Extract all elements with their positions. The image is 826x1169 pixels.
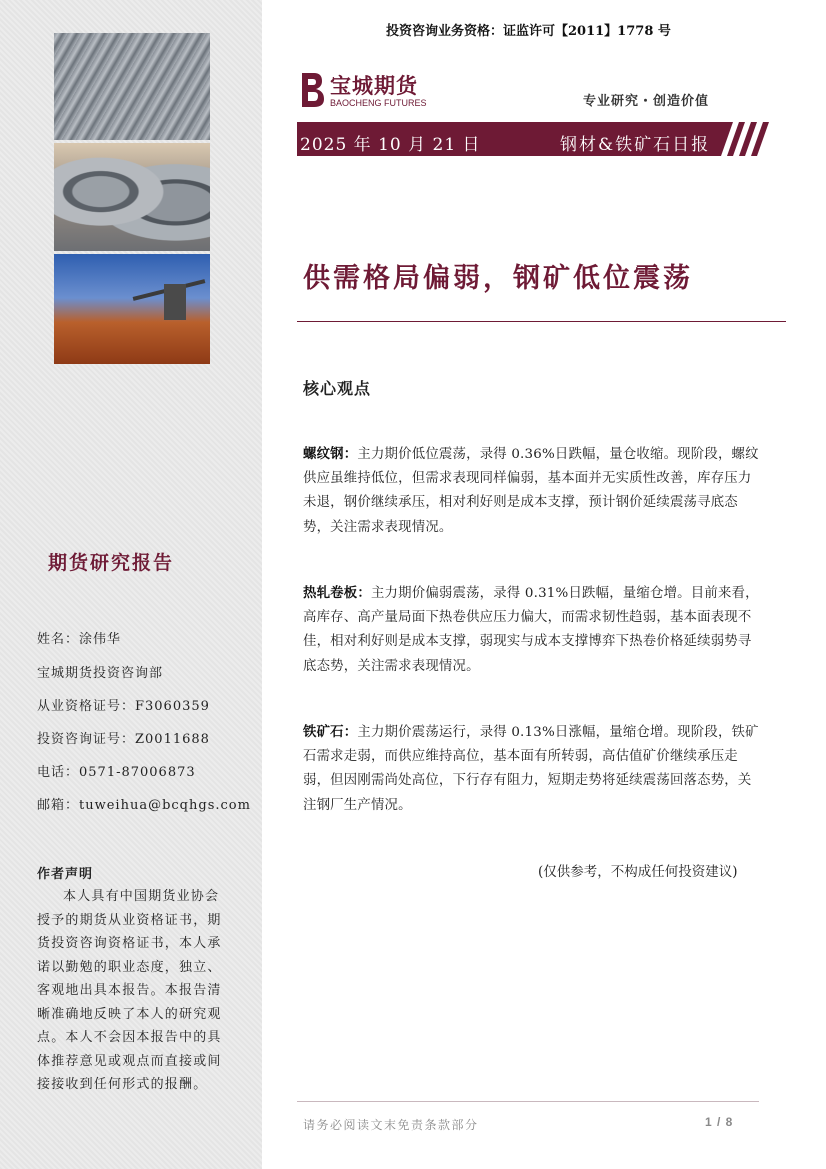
core-view-title: 核心观点	[303, 379, 372, 398]
rebar-label: 螺纹钢：	[303, 446, 358, 462]
author-consult-license: 投资咨询证号：Z0011688	[37, 732, 210, 747]
rebar-paragraph	[303, 442, 759, 540]
footer-note: 请务必阅读文末免责条款部分	[303, 1118, 479, 1132]
headline: 供需格局偏弱，钢矿低位震荡	[303, 263, 693, 294]
iron-ore-paragraph	[303, 720, 759, 818]
steel-coil-photo	[54, 143, 210, 251]
hot-rolled-coil-paragraph	[303, 581, 759, 679]
slogan: 专业研究・创造价值	[583, 94, 710, 109]
sidebar	[0, 0, 262, 1169]
license-text: 投资咨询业务资格：证监许可【2011】1778 号	[386, 24, 671, 39]
footer-divider	[297, 1101, 759, 1102]
author-name: 姓名：涂伟华	[37, 632, 122, 647]
declaration-body: 本人具有中国期货业协会授予的期货从业资格证书，期货投资咨询资格证书，本人承诺以勤勉的职业态度，独立、客观地出具本报告。本报告清晰准确地反映了本人的研究观点。本人不会因本报告中的具体推荐意见或观点而直接或间接接收到任何形式的报酬。	[37, 889, 222, 1092]
author-license: 从业资格证号：F3060359	[37, 699, 210, 714]
rebar-text: 主力期价低位震荡，录得 0.36%日跌幅，量仓收缩。现阶段，螺纹供应虽维持低位，但需求表现同样偏弱，基本面并无实质性改善，库存压力未退，钢价继续承压，相对利好则是成本支撑，预计钢价延续震荡寻底态势，关注需求表现情况。	[303, 447, 759, 535]
reference-disclaimer: (仅供参考，不构成任何投资建议)	[538, 864, 738, 880]
iron-ore-label: 铁矿石：	[303, 724, 358, 740]
banner-stripes-decoration	[721, 122, 783, 156]
stacker-tower	[164, 284, 186, 320]
report-series-title: 钢材&铁矿石日报	[560, 135, 711, 155]
logo-chinese-name: 宝城期货	[330, 73, 418, 98]
report-type: 期货研究报告	[48, 552, 175, 574]
logo-mark-icon	[298, 70, 326, 110]
hot-rolled-coil-text: 主力期价偏弱震荡，录得 0.31%日跌幅，量缩仓增。目前来看，高库存、高产量局面下热卷供应压力偏大，而需求韧性趋弱，基本面表现不佳，相对利好则是成本支撑，弱现实与成本支撑博弈下热卷价格延续弱势寻底态势，关注需求表现情况。	[303, 586, 759, 674]
author-phone: 电话：0571-87006873	[37, 765, 196, 780]
rebar-photo	[54, 33, 210, 140]
author-email[interactable]: 邮箱：tuweihua@bcqhgs.com	[37, 798, 251, 813]
page-number: 1 / 8	[705, 1115, 734, 1129]
declaration-title: 作者声明	[37, 867, 94, 882]
logo-english-name: BAOCHENG FUTURES	[330, 98, 427, 108]
iron-ore-text: 主力期价震荡运行，录得 0.13%日涨幅，量缩仓增。现阶段，铁矿石需求走弱，而供应维持高位，基本面有所转弱，高估值矿价继续承压走弱，但因刚需尚处高位，下行存有阻力，短期走势将延续震荡回落态势，关注钢厂生产情况。	[303, 725, 759, 813]
hot-rolled-coil-label: 热轧卷板：	[303, 585, 371, 601]
author-department: 宝城期货投资咨询部	[37, 666, 164, 681]
iron-ore-photo	[54, 254, 210, 364]
headline-divider	[297, 321, 786, 322]
report-date: 2025 年 10 月 21 日	[300, 135, 481, 155]
